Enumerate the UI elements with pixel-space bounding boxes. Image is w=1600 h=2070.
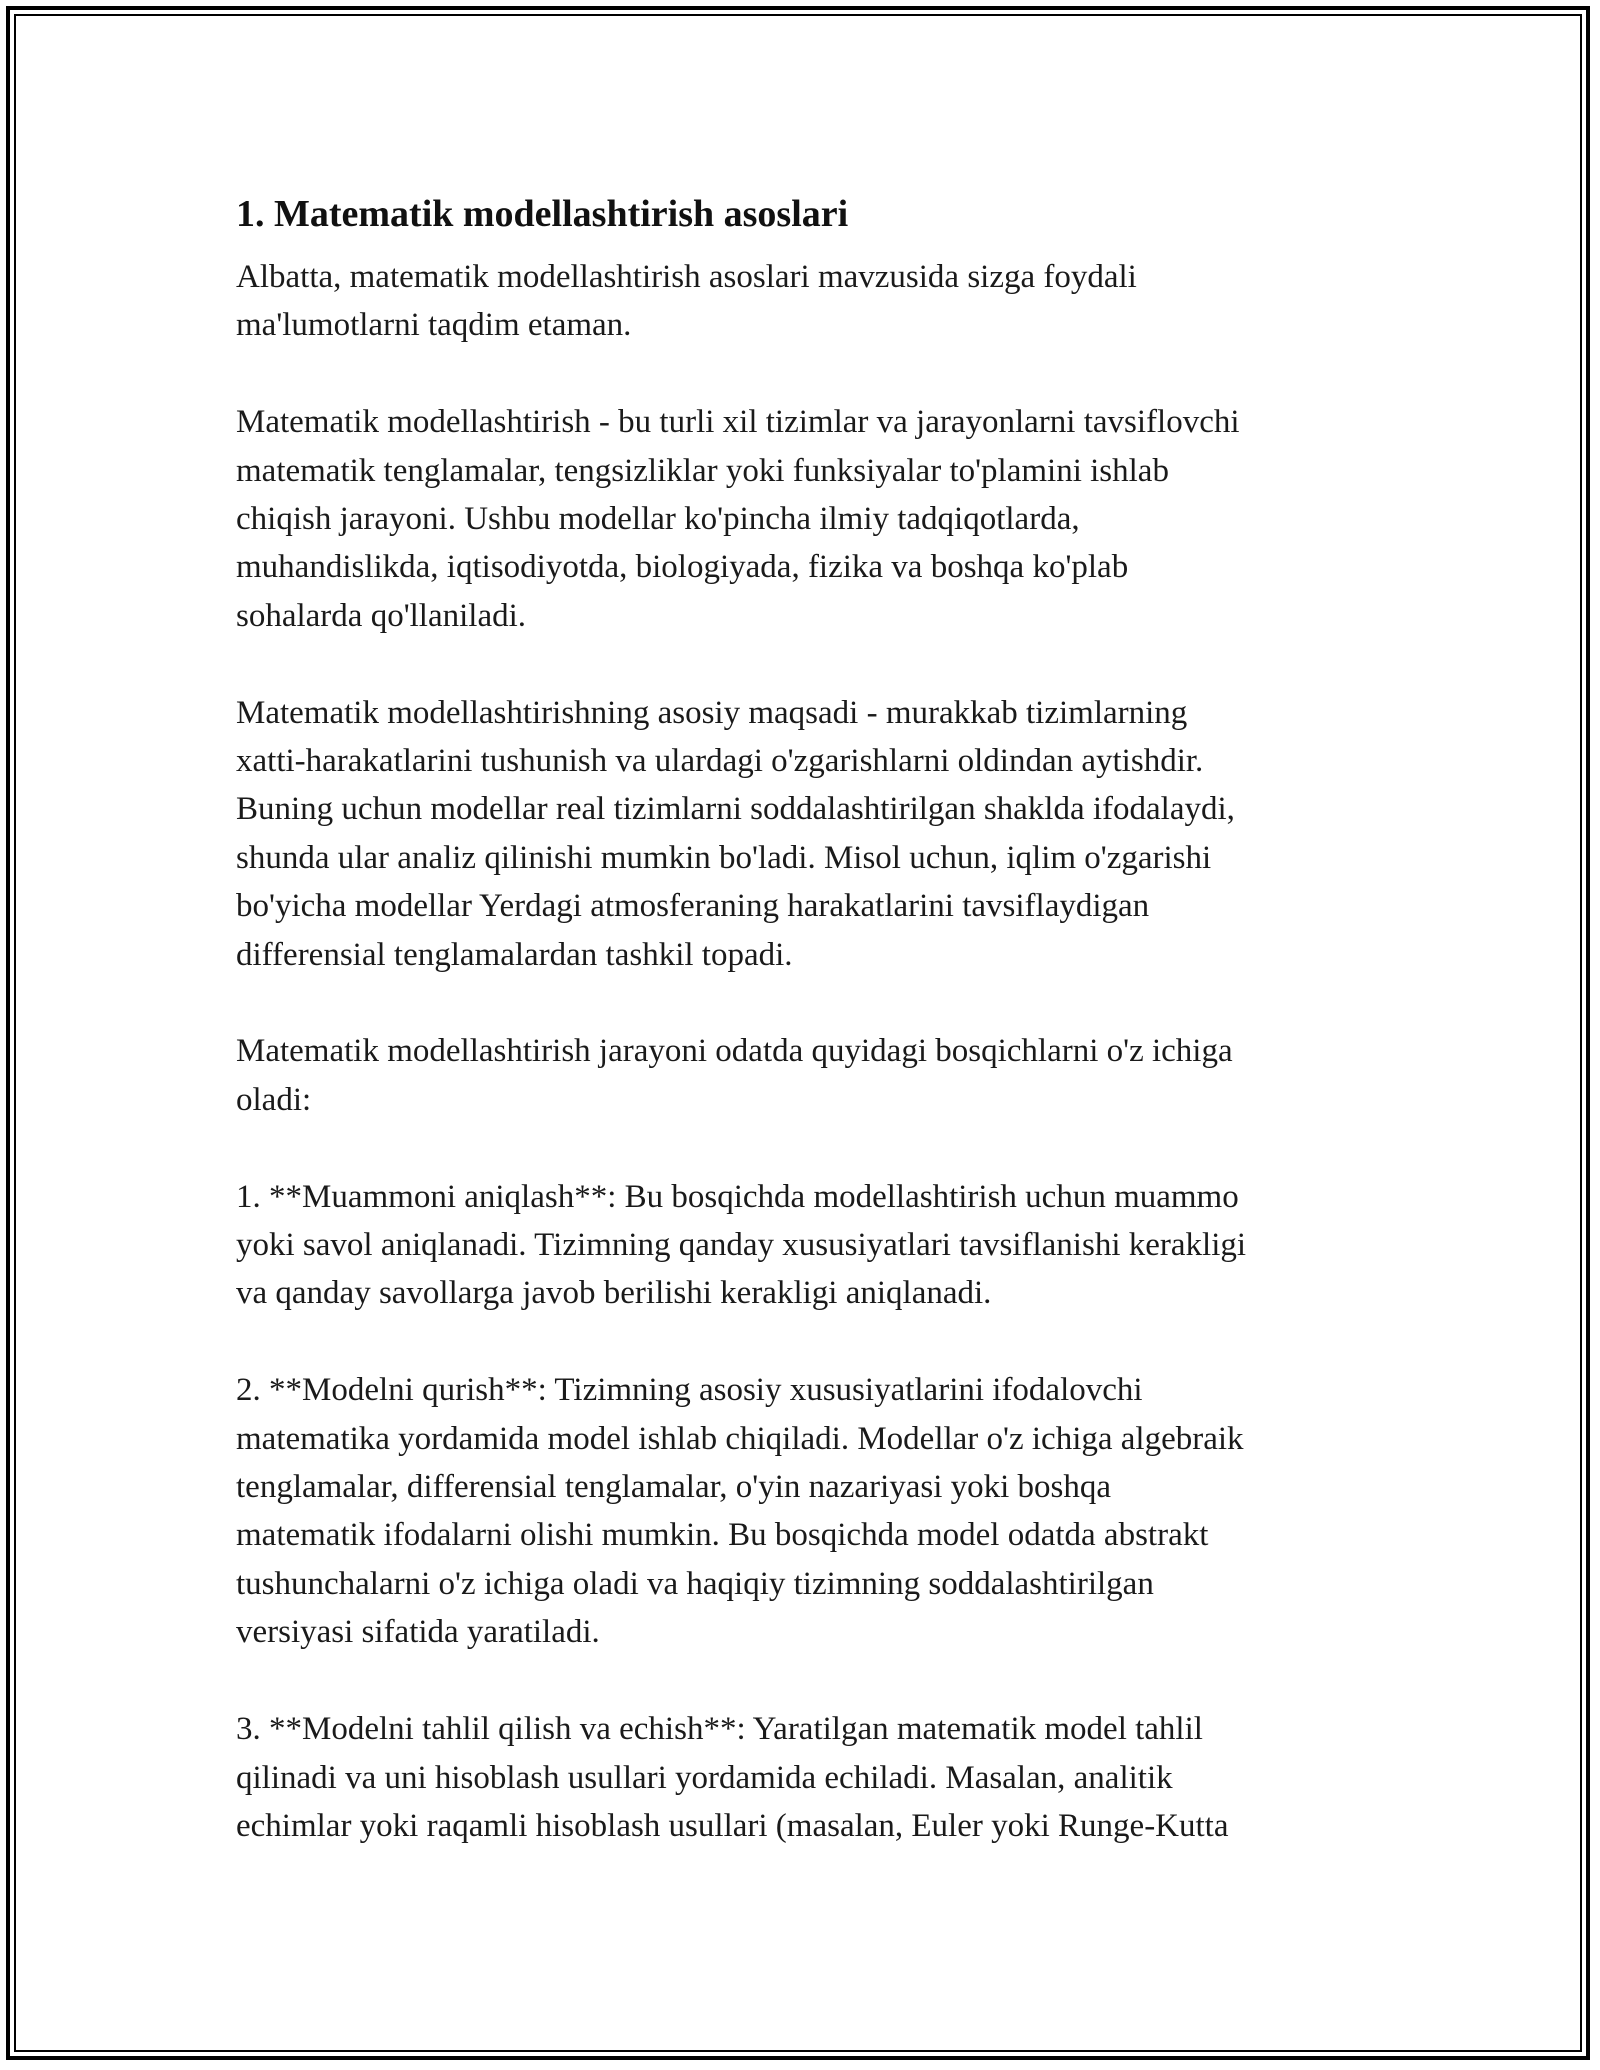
paragraph-stages-intro: Matematik modellashtirish jarayoni odatda quyidagi bosqichlarni o'z ichiga oladi: <box>236 1033 1233 1118</box>
list-item-step-3: 3. **Modelni tahlil qilish va echish**: Yaratilgan matematik model tahlil qilinadi va uni hisoblash usullari yordamida echiladi. Masalan, analitik echimlar yoki raqamli hisoblash usullari (masalan, Euler yoki Runge-Kutta <box>236 1711 1229 1844</box>
list-item-step-2: 2. **Modelni qurish**: Tizimning asosiy xususiyatlarini ifodalovchi matematika yordamida model ishlab chiqiladi. Modellar o'z ichiga algebraik tenglamalar, differensial tenglamalar, o'yin nazariyasi yoki boshqa matematik ifodalarni olishi mumkin. Bu bosqichda model odatda abstrakt tushunchalarni o'z ichiga oladi va haqiqiy tizimning soddalashtirilgan versiyasi sifatida yaratiladi. <box>236 1372 1244 1651</box>
list-item-step-1: 1. **Muammoni aniqlash**: Bu bosqichda modellashtirish uchun muammo yoki savol aniqlanadi. Tizimning qanday xususiyatlari tavsiflanishi kerakligi va qanday savollarga javob berilishi kerakligi aniqlanadi. <box>236 1178 1247 1312</box>
paragraph-purpose: Matematik modellashtirishning asosiy maqsadi - murakkab tizimlarning xatti-harakatlarini tushunish va ulardagi o'zgarishlarni oldindan aytishdir. Buning uchun modellar real tizimlarni soddalashtirilgan shaklda ifodalaydi, shunda ular analiz qilinishi mumkin bo'ladi. Misol uchun, iqlim o'zgarishi bo'yicha modellar Yerdagi atmosferaning harakatlarini tavsiflaydigan differensial tenglamalardan tashkil topadi. <box>236 694 1235 973</box>
document-title: 1. Matematik modellashtirish asoslari <box>236 193 849 235</box>
document-body <box>236 185 1376 1899</box>
paragraph-intro: Albatta, matematik modellashtirish asoslari mavzusida sizga foydali ma'lumotlarni taqdim etaman. <box>236 259 1137 344</box>
paragraph-definition: Matematik modellashtirish - bu turli xil tizimlar va jarayonlarni tavsiflovchi matematik tenglamalar, tengsizliklar yoki funksiyalar to'plamini ishlab chiqish jarayoni. Ushbu modellar ko'pincha ilmiy tadqiqotlarda, muhandislikda, iqtisodiyotda, biologiyada, fizika va boshqa ko'plab sohalarda qo'llaniladi. <box>236 404 1240 634</box>
